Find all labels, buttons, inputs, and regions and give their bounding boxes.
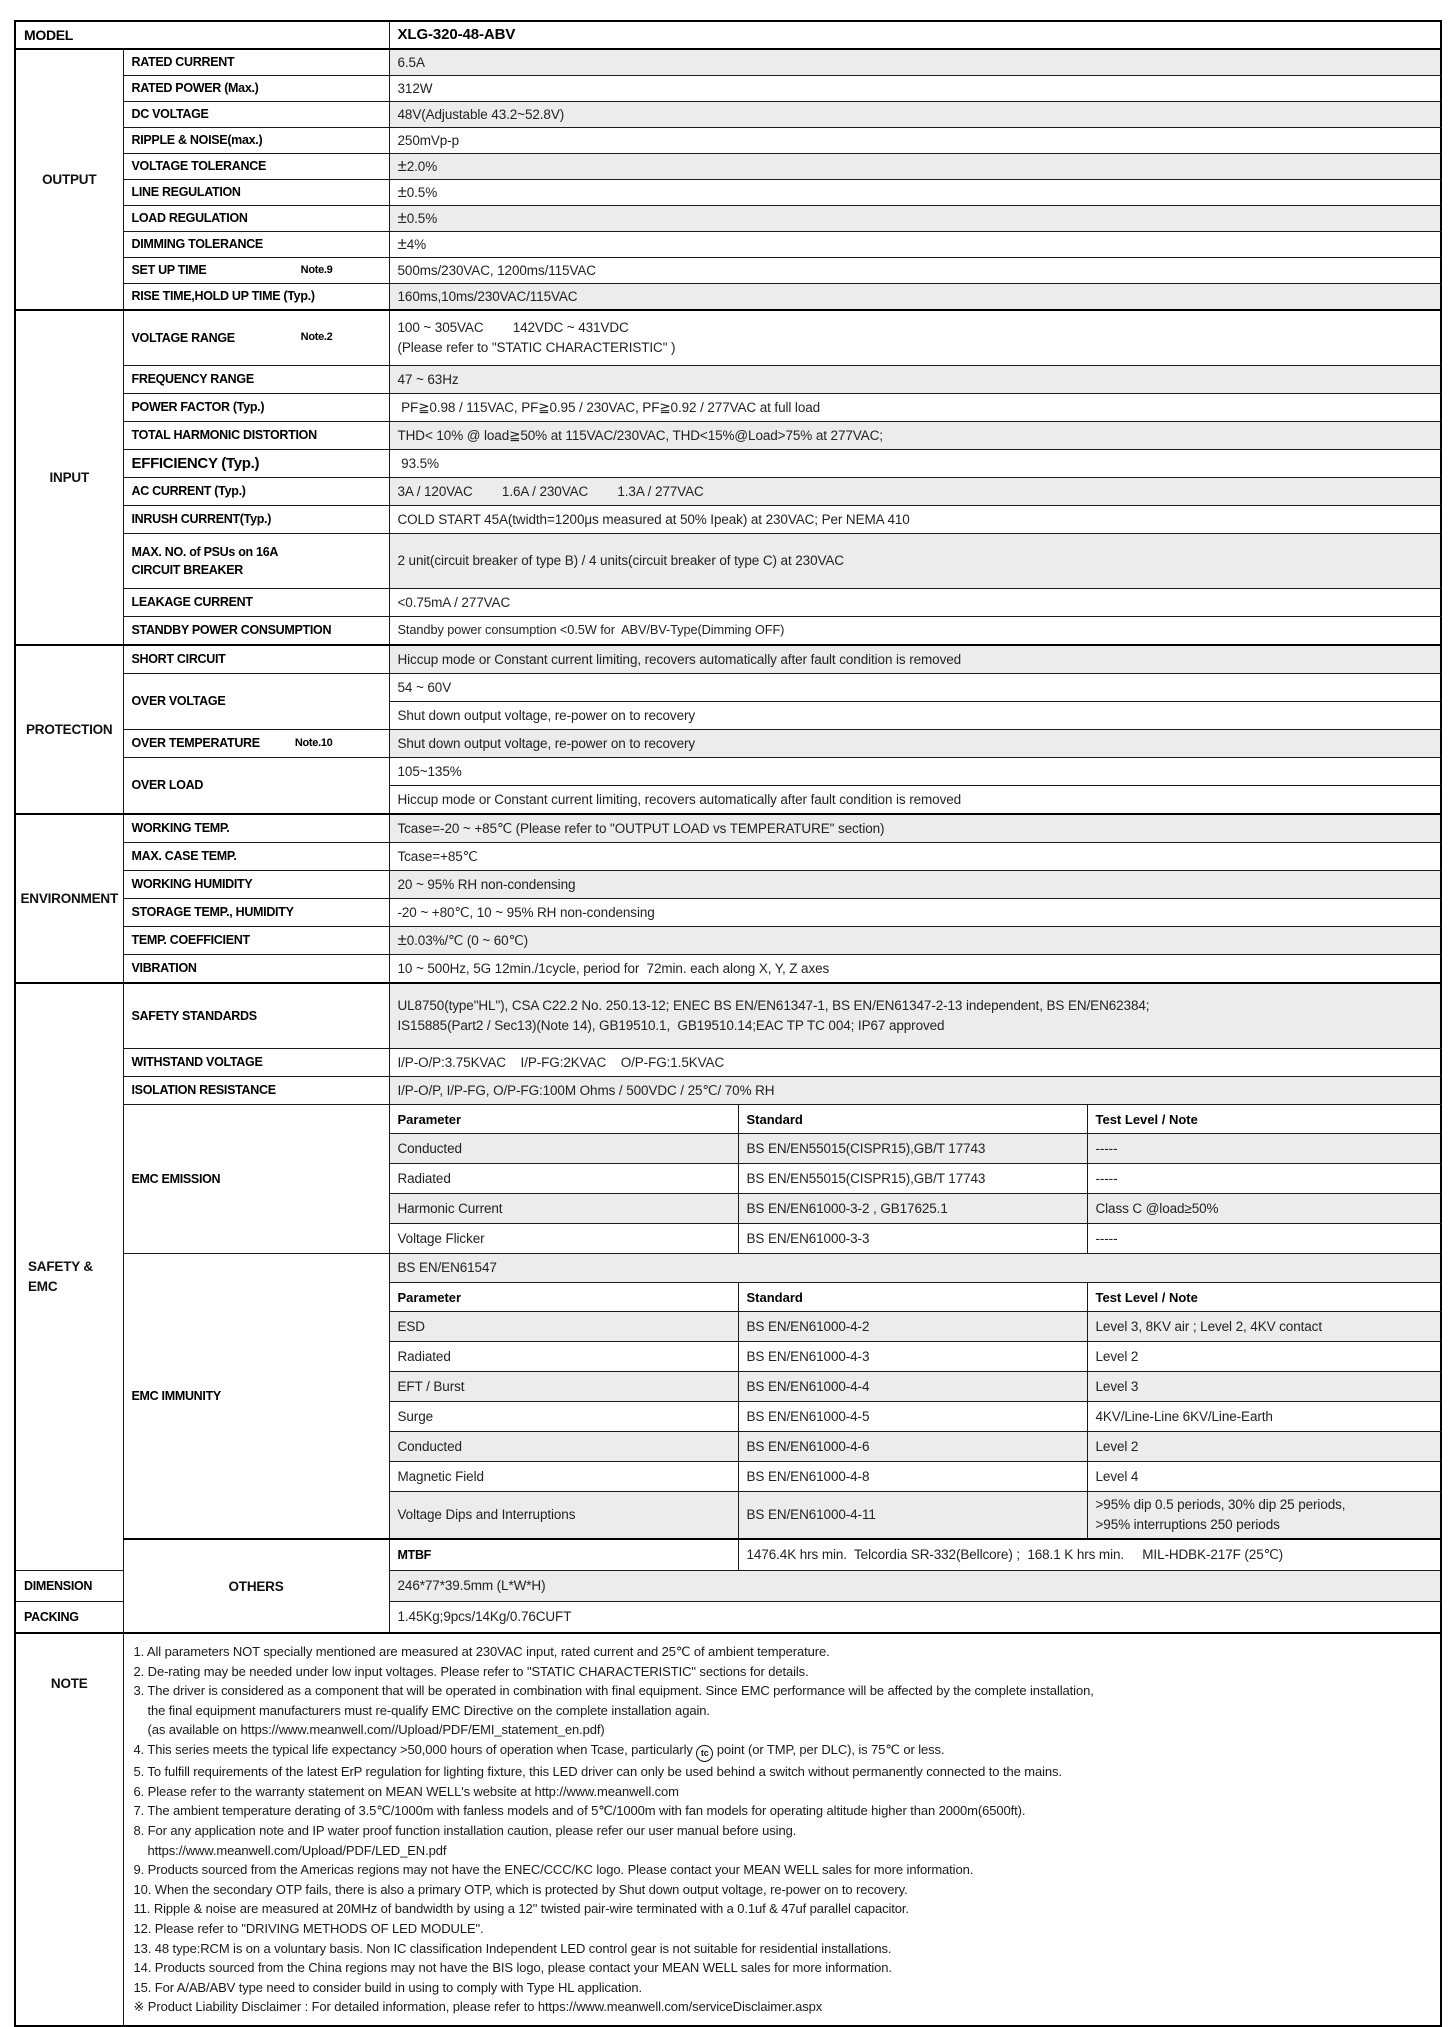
- immunity-esd-c1: BS EN/EN61000-4-2: [738, 1312, 1087, 1342]
- spec-value-mtbf: 1476.4K hrs min. Telcordia SR-332(Bellcore) ; 168.1 K hrs min. MIL-HDBK-217F (25℃): [738, 1539, 1441, 1571]
- spec-label-max-no-of-psus-on-16a-circuit-breaker: MAX. NO. of PSUs on 16A CIRCUIT BREAKER: [123, 534, 389, 589]
- table-row: [15, 617, 1441, 646]
- table-row: [15, 1049, 1441, 1077]
- plus-minus-glyph: ±: [397, 181, 407, 201]
- spec-label-voltage-range: VOLTAGE RANGE Note.2: [123, 310, 389, 366]
- spec-label-dimension: DIMENSION: [15, 1571, 123, 1602]
- spec-label-power-factor-typ: POWER FACTOR (Typ.): [123, 394, 389, 422]
- spec-value-dimension: 246*77*39.5mm (L*W*H): [389, 1571, 1441, 1602]
- note-line: 3. The driver is considered as a component that will be operated in combination with final equipment. Since EMC performance will be affected by the complete installation,: [133, 1683, 1094, 1699]
- subtable-header-test-level-note: Test Level / Note: [1087, 1105, 1441, 1134]
- note-line: 4. This series meets the typical life expectancy >50,000 hours of operation when Tcase, particularly tc point (or TMP, per DLC), is 75℃ or less.: [134, 1740, 1435, 1762]
- spec-label-emc-immunity: EMC IMMUNITY: [123, 1254, 389, 1540]
- spec-value-set-up-time: 500ms/230VAC, 1200ms/115VAC: [389, 258, 1441, 284]
- spec-label-over-load: OVER LOAD: [123, 758, 389, 815]
- spec-value-over-voltage-2: Shut down output voltage, re-power on to recovery: [389, 702, 1441, 730]
- table-row: [15, 983, 1441, 1049]
- note-line: 5. To fulfill requirements of the latest ErP regulation for lighting fixture, this LED driver can only be used behind a switch without permanently connected to the mains.: [133, 1764, 1062, 1780]
- spec-value-efficiency-typ: 93.5%: [389, 450, 1441, 478]
- spec-label-over-temperature: OVER TEMPERATURE Note.10: [123, 730, 389, 758]
- emission-conducted-c0: Conducted: [389, 1134, 738, 1164]
- table-row: [15, 154, 1441, 180]
- table-row: [15, 674, 1441, 702]
- immunity-magnetic-field-c2: Level 4: [1087, 1462, 1441, 1492]
- emission-radiated-c1: BS EN/EN55015(CISPR15),GB/T 17743: [738, 1164, 1087, 1194]
- spec-value-max-case-temp: Tcase=+85℃: [389, 843, 1441, 871]
- section-label-others: OTHERS: [123, 1539, 389, 1633]
- spec-label-rise-time-hold-up-time-typ: RISE TIME,HOLD UP TIME (Typ.): [123, 284, 389, 311]
- immunity-conducted-c2: Level 2: [1087, 1432, 1441, 1462]
- emission-harmonic-current-c1: BS EN/EN61000-3-2 , GB17625.1: [738, 1194, 1087, 1224]
- note-line: 2. De-rating may be needed under low input voltages. Please refer to "STATIC CHARACTERISTIC" sections for details.: [133, 1663, 809, 1679]
- spec-label-mtbf: MTBF: [389, 1539, 738, 1571]
- table-row: [15, 1077, 1441, 1105]
- spec-value-packing: 1.45Kg;9pcs/14Kg/0.76CUFT: [389, 1602, 1441, 1634]
- immunity-surge-c0: Surge: [389, 1402, 738, 1432]
- note-ref-note-2: Note.2: [300, 331, 333, 344]
- spec-label-load-regulation: LOAD REGULATION: [123, 206, 389, 232]
- table-row: [15, 506, 1441, 534]
- spec-label-voltage-tolerance: VOLTAGE TOLERANCE: [123, 154, 389, 180]
- subtable-header-parameter: Parameter: [389, 1283, 738, 1312]
- spec-label-frequency-range: FREQUENCY RANGE: [123, 366, 389, 394]
- spec-value-power-factor-typ: PF≧0.98 / 115VAC, PF≧0.95 / 230VAC, PF≧0.92 / 277VAC at full load: [389, 394, 1441, 422]
- table-row: [15, 232, 1441, 258]
- immunity-magnetic-field-c0: Magnetic Field: [389, 1462, 738, 1492]
- immunity-eft-burst-c1: BS EN/EN61000-4-4: [738, 1372, 1087, 1402]
- spec-value-withstand-voltage: I/P-O/P:3.75KVAC I/P-FG:2KVAC O/P-FG:1.5KVAC: [389, 1049, 1441, 1077]
- table-row: [15, 1539, 1441, 1571]
- spec-label-leakage-current: LEAKAGE CURRENT: [123, 589, 389, 617]
- immunity-radiated-c1: BS EN/EN61000-4-3: [738, 1342, 1087, 1372]
- table-row: [15, 478, 1441, 506]
- spec-value-rated-power-max: 312W: [389, 76, 1441, 102]
- note-line: 10. When the secondary OTP fails, there is also a primary OTP, which is protected by Shut down output voltage, re-power on to recovery.: [133, 1881, 908, 1897]
- spec-value-leakage-current: <0.75mA / 277VAC: [389, 589, 1441, 617]
- spec-value-short-circuit: Hiccup mode or Constant current limiting, recovers automatically after fault condition is removed: [389, 645, 1441, 674]
- table-row: [15, 258, 1441, 284]
- spec-value-ac-current-typ: 3A / 120VAC 1.6A / 230VAC 1.3A / 277VAC: [389, 478, 1441, 506]
- table-row: [15, 394, 1441, 422]
- spec-value-rated-current: 6.5A: [389, 49, 1441, 76]
- spec-value-dc-voltage: 48V(Adjustable 43.2~52.8V): [389, 102, 1441, 128]
- spec-value-vibration: 10 ~ 500Hz, 5G 12min./1cycle, period for 72min. each along X, Y, Z axes: [389, 955, 1441, 984]
- spec-label-isolation-resistance: ISOLATION RESISTANCE: [123, 1077, 389, 1105]
- immunity-esd-c2: Level 3, 8KV air ; Level 2, 4KV contact: [1087, 1312, 1441, 1342]
- plus-minus-glyph: ±: [397, 929, 407, 949]
- emission-voltage-flicker-c1: BS EN/EN61000-3-3: [738, 1224, 1087, 1254]
- emission-harmonic-current-c0: Harmonic Current: [389, 1194, 738, 1224]
- section-label-protection: PROTECTION: [15, 645, 123, 814]
- table-row: [15, 955, 1441, 984]
- spec-label-set-up-time: SET UP TIME Note.9: [123, 258, 389, 284]
- table-row: [15, 758, 1441, 786]
- spec-value-max-no-of-psus-on-16a-circuit-breaker: 2 unit(circuit breaker of type B) / 4 units(circuit breaker of type C) at 230VAC: [389, 534, 1441, 589]
- plus-minus-glyph: ±: [397, 207, 407, 227]
- spec-label-total-harmonic-distortion: TOTAL HARMONIC DISTORTION: [123, 422, 389, 450]
- subtable-header-standard: Standard: [738, 1283, 1087, 1312]
- spec-label-withstand-voltage: WITHSTAND VOLTAGE: [123, 1049, 389, 1077]
- note-ref-note-9: Note.9: [300, 263, 333, 276]
- immunity-voltage-dips-and-interruptions-c0: Voltage Dips and Interruptions: [389, 1492, 738, 1540]
- emission-voltage-flicker-c0: Voltage Flicker: [389, 1224, 738, 1254]
- section-label-input: INPUT: [15, 310, 123, 645]
- spec-value-frequency-range: 47 ~ 63Hz: [389, 366, 1441, 394]
- immunity-conducted-c0: Conducted: [389, 1432, 738, 1462]
- immunity-standard-banner: BS EN/EN61547: [389, 1254, 1441, 1283]
- emission-harmonic-current-c2: Class C @load≥50%: [1087, 1194, 1441, 1224]
- immunity-radiated-c2: Level 2: [1087, 1342, 1441, 1372]
- spec-value-over-temperature: Shut down output voltage, re-power on to recovery: [389, 730, 1441, 758]
- emission-conducted-c1: BS EN/EN55015(CISPR15),GB/T 17743: [738, 1134, 1087, 1164]
- spec-table: [14, 20, 1442, 2027]
- plus-minus-glyph: ±: [397, 155, 407, 175]
- spec-value-standby-power-consumption: Standby power consumption <0.5W for ABV/BV-Type(Dimming OFF): [389, 617, 1441, 646]
- spec-label-efficiency-typ: EFFICIENCY (Typ.): [123, 450, 389, 478]
- spec-value-over-load-1: 105~135%: [389, 758, 1441, 786]
- table-row: [15, 871, 1441, 899]
- table-row: [15, 422, 1441, 450]
- table-row: [15, 366, 1441, 394]
- table-row: [15, 206, 1441, 232]
- note-line: 11. Ripple & noise are measured at 20MHz of bandwidth by using a 12" twisted pair-wire terminated with a 0.1uf & 47uf parallel capacitor.: [133, 1901, 909, 1917]
- spec-label-dimming-tolerance: DIMMING TOLERANCE: [123, 232, 389, 258]
- table-row: [15, 589, 1441, 617]
- note-line: 6. Please refer to the warranty statement on MEAN WELL's website at http://www.meanwell.com: [133, 1783, 679, 1799]
- spec-value-voltage-range: 100 ~ 305VAC 142VDC ~ 431VDC (Please refer to "STATIC CHARACTERISTIC" ): [389, 310, 1441, 366]
- spec-label-storage-temp-humidity: STORAGE TEMP., HUMIDITY: [123, 899, 389, 927]
- note-line: https://www.meanwell.com/Upload/PDF/LED_EN.pdf: [147, 1842, 447, 1858]
- spec-value-over-voltage-1: 54 ~ 60V: [389, 674, 1441, 702]
- spec-value-inrush-current-typ: COLD START 45A(twidth=1200μs measured at 50% Ipeak) at 230VAC; Per NEMA 410: [389, 506, 1441, 534]
- model-label: MODEL: [15, 21, 389, 49]
- note-line: (as available on https://www.meanwell.com//Upload/PDF/EMI_statement_en.pdf): [147, 1722, 605, 1738]
- note-line: 9. Products sourced from the Americas regions may not have the ENEC/CCC/KC logo. Please contact your MEAN WELL sales for more information.: [133, 1862, 974, 1878]
- immunity-surge-c2: 4KV/Line-Line 6KV/Line-Earth: [1087, 1402, 1441, 1432]
- spec-value-voltage-tolerance: ±2.0%: [389, 154, 1441, 180]
- note-line: 13. 48 type:RCM is on a voluntary basis. Non IC classification Independent LED control gear is not suitable for residential installations.: [133, 1940, 892, 1956]
- immunity-voltage-dips-and-interruptions-c1: BS EN/EN61000-4-11: [738, 1492, 1087, 1540]
- note-content: [123, 1633, 1441, 2026]
- note-line: 15. For A/AB/ABV type need to consider build in using to comply with Type HL application.: [133, 1979, 643, 1995]
- note-line: the final equipment manufacturers must re-qualify EMC Directive on the complete installation again.: [147, 1702, 710, 1718]
- spec-value-working-humidity: 20 ~ 95% RH non-condensing: [389, 871, 1441, 899]
- tc-point-icon: tc: [696, 1745, 713, 1762]
- emission-radiated-c0: Radiated: [389, 1164, 738, 1194]
- table-row: [15, 899, 1441, 927]
- emission-voltage-flicker-c2: -----: [1087, 1224, 1441, 1254]
- table-row: [15, 128, 1441, 154]
- subtable-header-test-level-note: Test Level / Note: [1087, 1283, 1441, 1312]
- subtable-header-standard: Standard: [738, 1105, 1087, 1134]
- spec-value-dimming-tolerance: ±4%: [389, 232, 1441, 258]
- note-line: 12. Please refer to "DRIVING METHODS OF LED MODULE".: [133, 1921, 484, 1937]
- note-line: 8. For any application note and IP water proof function installation caution, please refer our user manual before using.: [133, 1823, 797, 1839]
- immunity-eft-burst-c2: Level 3: [1087, 1372, 1441, 1402]
- table-row: [15, 49, 1441, 76]
- table-row: [15, 284, 1441, 311]
- section-label-safety-emc: SAFETY & EMC: [15, 983, 123, 1571]
- spec-label-inrush-current-typ: INRUSH CURRENT(Typ.): [123, 506, 389, 534]
- spec-value-temp-coefficient: ±0.03%/℃ (0 ~ 60℃): [389, 927, 1441, 955]
- table-row: [15, 645, 1441, 674]
- model-value: XLG-320-48-ABV: [389, 21, 1441, 49]
- spec-label-ripple-noise-max: RIPPLE & NOISE(max.): [123, 128, 389, 154]
- table-row: [15, 927, 1441, 955]
- section-label-note: NOTE: [15, 1633, 123, 2026]
- spec-label-line-regulation: LINE REGULATION: [123, 180, 389, 206]
- table-row: [15, 1254, 1441, 1283]
- table-row: [15, 730, 1441, 758]
- immunity-voltage-dips-and-interruptions-c2: >95% dip 0.5 periods, 30% dip 25 periods, >95% interruptions 250 periods: [1087, 1492, 1441, 1540]
- spec-label-max-case-temp: MAX. CASE TEMP.: [123, 843, 389, 871]
- note-line: 1. All parameters NOT specially mentioned are measured at 230VAC input, rated current and 25℃ of ambient temperature.: [133, 1644, 830, 1659]
- spec-value-rise-time-hold-up-time-typ: 160ms,10ms/230VAC/115VAC: [389, 284, 1441, 311]
- table-row: [15, 180, 1441, 206]
- spec-value-line-regulation: ±0.5%: [389, 180, 1441, 206]
- subtable-header-parameter: Parameter: [389, 1105, 738, 1134]
- note-ref-note-10: Note.10: [294, 736, 333, 749]
- note-line: 7. The ambient temperature derating of 3.5℃/1000m with fanless models and of 5℃/1000m with fan models for operating altitude higher than 2000m(6500ft).: [133, 1803, 1026, 1819]
- spec-label-safety-standards: SAFETY STANDARDS: [123, 983, 389, 1049]
- table-row: [15, 814, 1441, 843]
- spec-label-working-humidity: WORKING HUMIDITY: [123, 871, 389, 899]
- emission-radiated-c2: -----: [1087, 1164, 1441, 1194]
- spec-value-safety-standards: UL8750(type"HL"), CSA C22.2 No. 250.13-12; ENEC BS EN/EN61347-1, BS EN/EN61347-2-13 independent, BS EN/EN62384; IS15885(Part2 / Sec13)(Note 14), GB19510.1, GB19510.14;EAC TP TC 004; IP67 approved: [389, 983, 1441, 1049]
- spec-value-isolation-resistance: I/P-O/P, I/P-FG, O/P-FG:100M Ohms / 500VDC / 25℃/ 70% RH: [389, 1077, 1441, 1105]
- note-row: [15, 1633, 1441, 2026]
- table-row: [15, 310, 1441, 366]
- spec-label-vibration: VIBRATION: [123, 955, 389, 984]
- table-row: [15, 76, 1441, 102]
- immunity-eft-burst-c0: EFT / Burst: [389, 1372, 738, 1402]
- spec-value-working-temp: Tcase=-20 ~ +85℃ (Please refer to "OUTPUT LOAD vs TEMPERATURE" section): [389, 814, 1441, 843]
- spec-label-packing: PACKING: [15, 1602, 123, 1634]
- section-label-environment: ENVIRONMENT: [15, 814, 123, 983]
- spec-label-standby-power-consumption: STANDBY POWER CONSUMPTION: [123, 617, 389, 646]
- immunity-esd-c0: ESD: [389, 1312, 738, 1342]
- spec-label-dc-voltage: DC VOLTAGE: [123, 102, 389, 128]
- note-line: ※ Product Liability Disclaimer : For detailed information, please refer to https://www.meanwell.com/serviceDisclaimer.aspx: [133, 1999, 823, 2015]
- table-row: [15, 843, 1441, 871]
- plus-minus-glyph: ±: [397, 233, 407, 253]
- table-row: [15, 1105, 1441, 1134]
- spec-label-rated-current: RATED CURRENT: [123, 49, 389, 76]
- section-label-output: OUTPUT: [15, 49, 123, 310]
- spec-value-ripple-noise-max: 250mVp-p: [389, 128, 1441, 154]
- immunity-radiated-c0: Radiated: [389, 1342, 738, 1372]
- spec-label-emc-emission: EMC EMISSION: [123, 1105, 389, 1254]
- spec-value-load-regulation: ±0.5%: [389, 206, 1441, 232]
- immunity-surge-c1: BS EN/EN61000-4-5: [738, 1402, 1087, 1432]
- table-row: [15, 450, 1441, 478]
- emission-conducted-c2: -----: [1087, 1134, 1441, 1164]
- model-row: [15, 21, 1441, 49]
- immunity-magnetic-field-c1: BS EN/EN61000-4-8: [738, 1462, 1087, 1492]
- spec-value-storage-temp-humidity: -20 ~ +80℃, 10 ~ 95% RH non-condensing: [389, 899, 1441, 927]
- spec-label-working-temp: WORKING TEMP.: [123, 814, 389, 843]
- datasheet-spec-sheet: [14, 20, 1440, 2027]
- spec-value-total-harmonic-distortion: THD< 10% @ load≧50% at 115VAC/230VAC, THD<15%@Load>75% at 277VAC;: [389, 422, 1441, 450]
- spec-value-over-load-2: Hiccup mode or Constant current limiting, recovers automatically after fault condition is removed: [389, 786, 1441, 815]
- table-row: [15, 102, 1441, 128]
- immunity-conducted-c1: BS EN/EN61000-4-6: [738, 1432, 1087, 1462]
- spec-label-temp-coefficient: TEMP. COEFFICIENT: [123, 927, 389, 955]
- spec-label-short-circuit: SHORT CIRCUIT: [123, 645, 389, 674]
- spec-label-rated-power-max: RATED POWER (Max.): [123, 76, 389, 102]
- note-line: 14. Products sourced from the China regions may not have the BIS logo, please contact your MEAN WELL sales for more information.: [133, 1960, 892, 1976]
- table-row: [15, 534, 1441, 589]
- spec-label-ac-current-typ: AC CURRENT (Typ.): [123, 478, 389, 506]
- spec-label-over-voltage: OVER VOLTAGE: [123, 674, 389, 730]
